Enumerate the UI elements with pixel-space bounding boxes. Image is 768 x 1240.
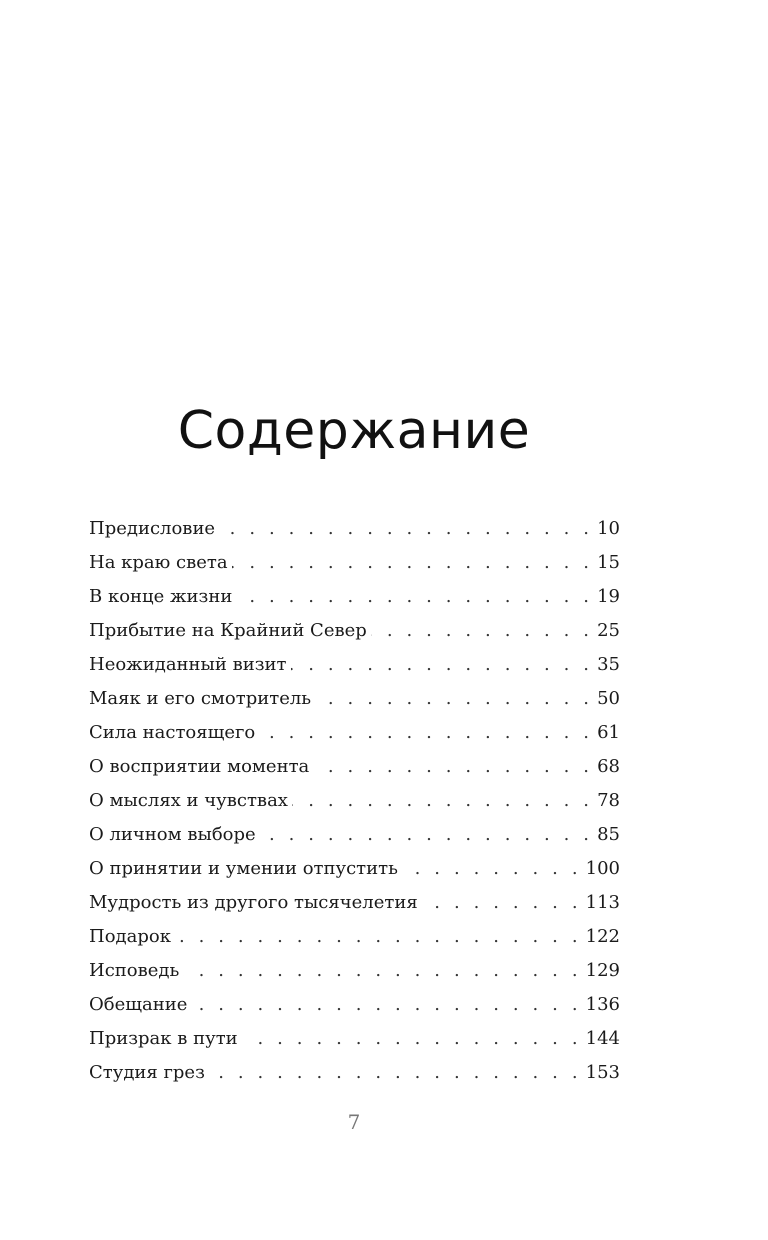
toc-entry xyxy=(89,518,620,552)
toc-entry-title: Прибытие на Крайний Север xyxy=(89,620,367,641)
toc-entry xyxy=(89,824,620,858)
toc-entry-title: О мыслях и чувствах xyxy=(89,790,288,811)
toc-entry xyxy=(89,892,620,926)
dot-leader xyxy=(422,892,582,913)
dot-leader xyxy=(371,620,593,641)
dot-leader xyxy=(291,654,594,675)
toc-entry-page: 78 xyxy=(597,790,620,811)
toc-entry-title: На краю света xyxy=(89,552,228,573)
toc-entry-title: О принятии и умении отпустить xyxy=(89,858,398,879)
dot-leader xyxy=(259,722,593,743)
dot-leader xyxy=(242,1028,582,1049)
toc-entry-page: 68 xyxy=(597,756,620,777)
toc-entry-page: 35 xyxy=(597,654,620,675)
toc-entry-page: 61 xyxy=(597,722,620,743)
dot-leader xyxy=(232,552,593,573)
toc-entry-page: 50 xyxy=(597,688,620,709)
toc-entry xyxy=(89,586,620,620)
dot-leader xyxy=(219,518,593,539)
toc-entry xyxy=(89,654,620,688)
table-of-contents xyxy=(89,518,620,1096)
toc-entry-title: О личном выборе xyxy=(89,824,256,845)
toc-entry xyxy=(89,1062,620,1096)
toc-entry xyxy=(89,552,620,586)
dot-leader xyxy=(175,926,582,947)
toc-entry-title: О восприятии момента xyxy=(89,756,310,777)
dot-leader xyxy=(313,756,593,777)
toc-entry-title: Предисловие xyxy=(89,518,216,539)
toc-entry xyxy=(89,620,620,654)
toc-entry xyxy=(89,858,620,892)
toc-entry xyxy=(89,926,620,960)
toc-entry-page: 136 xyxy=(585,994,620,1015)
toc-entry-title: Студия грез xyxy=(89,1062,205,1083)
toc-entry xyxy=(89,688,620,722)
toc-entry-page: 153 xyxy=(585,1062,620,1083)
toc-entry-title: В конце жизни xyxy=(89,586,233,607)
dot-leader xyxy=(292,790,593,811)
toc-entry-title: Неожиданный визит xyxy=(89,654,287,675)
toc-entry xyxy=(89,960,620,994)
toc-entry-title: Обещание xyxy=(89,994,188,1015)
toc-entry-page: 100 xyxy=(585,858,620,879)
toc-entry-page: 122 xyxy=(585,926,620,947)
toc-entry xyxy=(89,1028,620,1062)
toc-entry-title: Исповедь xyxy=(89,960,180,981)
contents-heading: Содержание xyxy=(177,400,531,461)
dot-leader xyxy=(402,858,582,879)
toc-entry-title: Сила настоящего xyxy=(89,722,256,743)
toc-entry-page: 19 xyxy=(597,586,620,607)
dot-leader xyxy=(191,994,581,1015)
dot-leader xyxy=(183,960,581,981)
toc-entry-page: 15 xyxy=(597,552,620,573)
toc-entry-page: 129 xyxy=(585,960,620,981)
toc-entry-page: 25 xyxy=(597,620,620,641)
toc-entry-title: Подарок xyxy=(89,926,171,947)
toc-entry xyxy=(89,994,620,1028)
toc-entry xyxy=(89,790,620,824)
toc-entry-title: Призрак в пути xyxy=(89,1028,238,1049)
toc-entry-title: Мудрость из другого тысячелетия xyxy=(89,892,418,913)
toc-entry xyxy=(89,722,620,756)
dot-leader xyxy=(315,688,593,709)
dot-leader xyxy=(209,1062,582,1083)
dot-leader xyxy=(236,586,593,607)
toc-entry-page: 113 xyxy=(585,892,620,913)
toc-entry-title: Маяк и его смотритель xyxy=(89,688,312,709)
page-number: 7 xyxy=(347,1110,361,1134)
toc-entry-page: 144 xyxy=(585,1028,620,1049)
toc-entry-page: 85 xyxy=(597,824,620,845)
toc-entry-page: 10 xyxy=(597,518,620,539)
dot-leader xyxy=(260,824,593,845)
toc-entry xyxy=(89,756,620,790)
